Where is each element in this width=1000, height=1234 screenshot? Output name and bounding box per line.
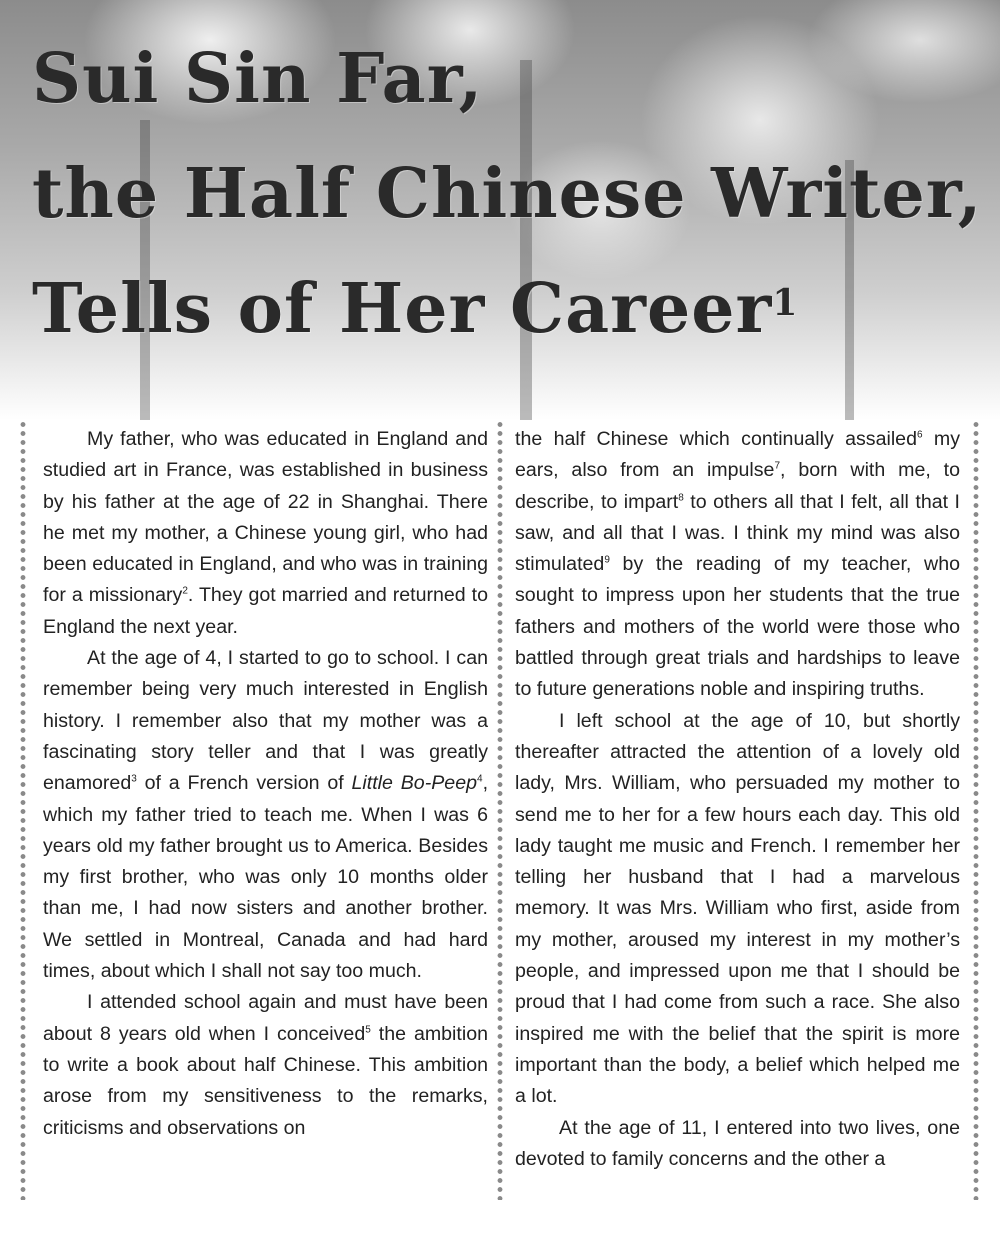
footnote-marker: 2	[182, 585, 188, 597]
text-run: my ears, also from an impulse	[515, 428, 960, 482]
title-line-3-text: Tells of Her Career	[32, 269, 773, 349]
paragraph	[43, 424, 488, 643]
text-run: . They got married and returned to England the next year.	[43, 584, 488, 638]
right-dotted-border	[973, 420, 979, 1200]
paragraph: At the age of 11, I entered into two lives, one devoted to family concerns and the other a	[515, 1116, 960, 1170]
footnote-marker: 9	[604, 554, 610, 566]
footnote-marker: 6	[916, 429, 923, 441]
right-column	[515, 424, 960, 1175]
italic-title: Little Bo-Peep	[351, 772, 477, 795]
text-run: by the reading of my teacher, who sought to impress upon her students that the true fathers and mothers of the world were those who battled through great trials and hardships to leave to future generations noble and inspiring truths.	[515, 553, 960, 701]
paragraph: I left school at the age of 10, but shortly thereafter attracted the attention of a lovely old lady, Mrs. William, who persuaded my mother to send me to her for a few hours each day. This old lady taught me music and French. I remember her telling her husband that I had a marvelous memory. It was Mrs. William who first, aside from my mother, aroused my interest in my mother’s people, and impressed upon me that I should be proud that I had come from such a race. She also inspired me with the belief that the spirit is more important than the body, a belief which helped me a lot.	[515, 709, 960, 1108]
text-run: to others all that I felt, all that I saw, and all that I was. I think my mind was also stimulated	[515, 490, 960, 576]
paragraph	[43, 987, 488, 1143]
footnote-marker: 3	[131, 773, 137, 785]
left-column	[43, 424, 488, 1144]
title-line-2: the Half Chinese Writer,	[32, 154, 983, 234]
title-line-1: Sui Sin Far,	[32, 39, 484, 119]
text-run: I attended school again and must have been about 8 years old when I conceived	[43, 991, 488, 1045]
article-title	[32, 22, 982, 367]
text-run: , which my father tried to teach me. When I was 6 years old my father brought us to America. Besides my first brother, who was only 10 months older than me, I had now sisters and another brother. We settled in Montreal, Canada and had hard times, about which I shall not say too much.	[43, 772, 489, 983]
footnote-marker: 4	[477, 773, 483, 785]
text-run: the half Chinese which continually assailed	[515, 428, 917, 450]
text-run: the ambition to write a book about half Chinese. This ambition arose from my sensitiveness to the remarks, criticisms and observations on	[43, 1022, 489, 1139]
footnote-marker: 7	[774, 460, 781, 472]
paragraph	[43, 643, 488, 987]
text-run: My father, who was educated in England and studied art in France, was established in business by his father at the age of 22 in Shanghai. There he met my mother, a Chinese young girl, who had been educated in England, and who was in training for a missionary	[43, 428, 488, 607]
title-line-3	[32, 252, 982, 367]
title-footnote-marker: 1	[772, 282, 799, 324]
footnote-marker: 5	[365, 1024, 371, 1036]
text-run: , born with me, to describe, to impart	[515, 459, 960, 513]
text-run: At the age of 4, I started to go to school. I can remember being very much interested in English history. I remember also that my mother was a fascinating story teller and that I was greatly enamored	[43, 647, 488, 795]
text-run: of a French version of	[136, 772, 352, 795]
left-dotted-border	[20, 420, 26, 1200]
header-banner	[0, 0, 1000, 420]
footnote-marker: 8	[678, 492, 684, 504]
center-dotted-divider	[497, 420, 503, 1200]
paragraph	[515, 424, 960, 706]
